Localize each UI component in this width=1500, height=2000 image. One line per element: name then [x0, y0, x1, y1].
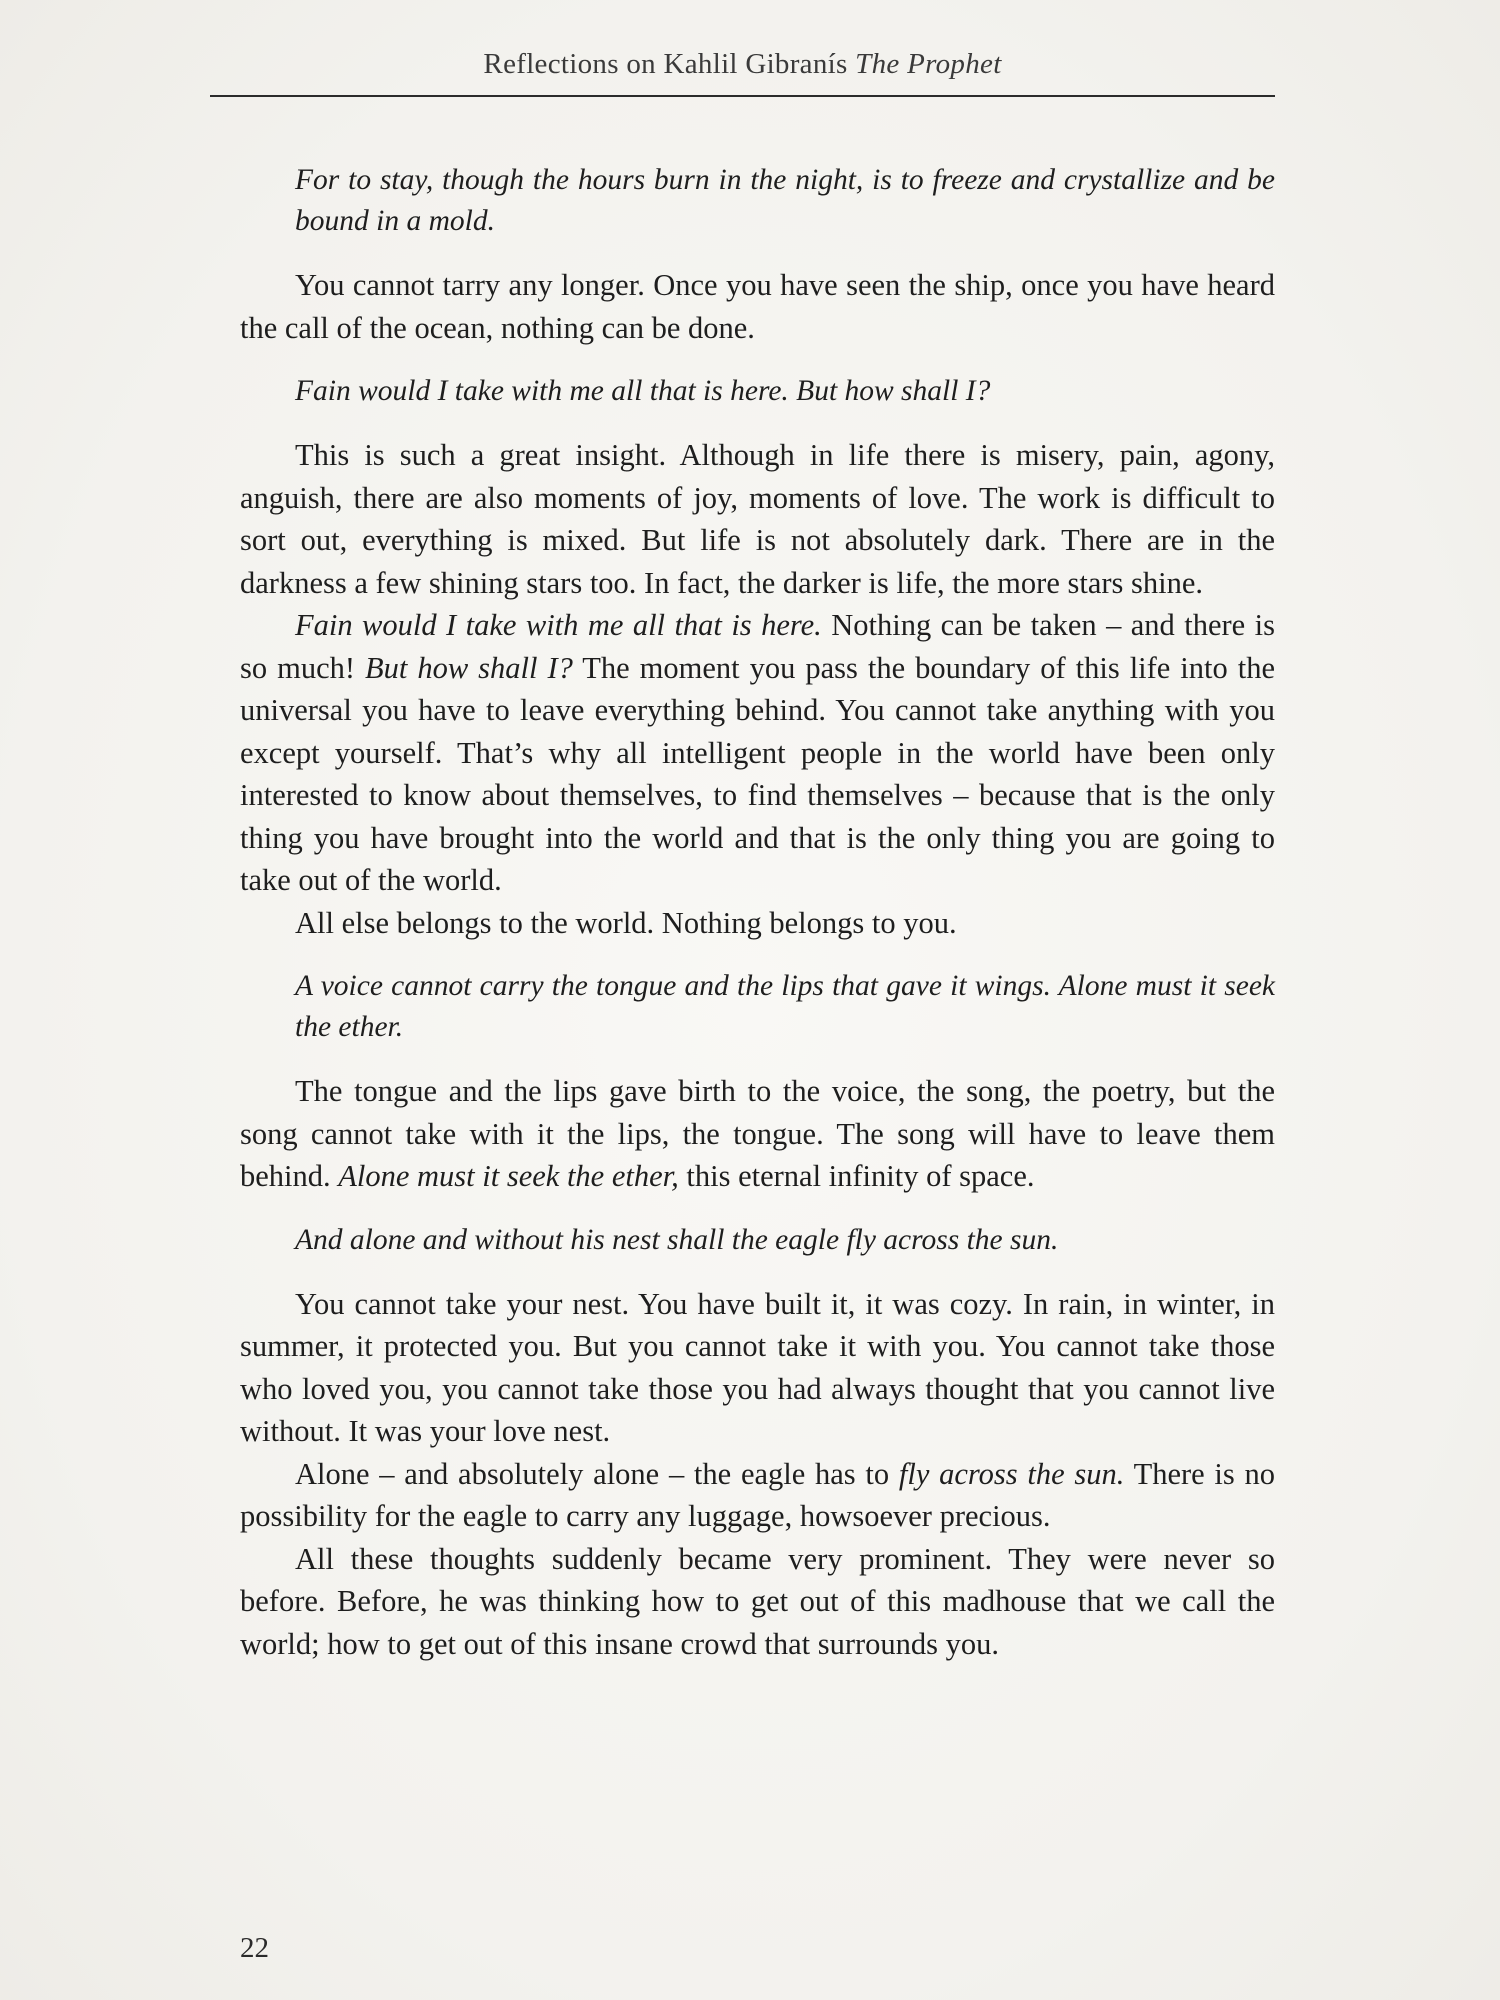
page-number: 22 — [240, 1932, 269, 1964]
text-segment: Nothing can be taken – and there is so much! — [240, 608, 1275, 685]
header-prefix: Reflections on Kahlil Gibranís — [483, 48, 856, 80]
body-paragraph — [240, 264, 1275, 349]
text-segment: For to stay, though the hours burn in the night, is to freeze and crystallize and be bound in a mold. — [295, 164, 1275, 237]
text-segment: A voice cannot carry the tongue and the lips that gave it wings. Alone must it seek the ether. — [295, 970, 1275, 1043]
body-paragraph — [240, 1538, 1275, 1666]
text-segment: And alone and without his nest shall the eagle fly across the sun. — [295, 1223, 1059, 1256]
quoted-passage — [240, 160, 1275, 242]
body-paragraph — [240, 1283, 1275, 1453]
quoted-passage — [240, 371, 1275, 412]
header-book-title: The Prophet — [855, 48, 1002, 80]
text-segment: All else belongs to the world. Nothing belongs to you. — [295, 905, 957, 940]
text-segment: Fain would I take with me all that is here. But how shall I? — [295, 375, 991, 407]
running-header — [210, 48, 1275, 81]
body-paragraph — [240, 1070, 1275, 1198]
text-segment: All these thoughts suddenly became very prominent. They were never so before. Before, he was thinking how to get out of this madhouse that we call the world; how to get out of this insane crowd that surrounds you. — [240, 1541, 1275, 1661]
text-segment: There is no possibility for the eagle to carry any luggage, howsoever precious. — [240, 1456, 1276, 1533]
text-segment: this eternal infinity of space. — [678, 1159, 1035, 1193]
body-paragraph — [240, 604, 1275, 902]
quoted-passage — [240, 1220, 1275, 1261]
text-segment: Alone must it seek the ether, — [338, 1159, 679, 1193]
quoted-passage — [240, 966, 1275, 1048]
header-rule — [210, 95, 1275, 97]
body-paragraph — [240, 1453, 1275, 1538]
text-segment: Fain would I take with me all that is here. — [295, 608, 822, 642]
text-segment: Alone – and absolutely alone – the eagle has to — [295, 1456, 899, 1491]
text-segment: The moment you pass the boundary of this life into the universal you have to leave everything behind. You cannot take anything with you except yourself. That’s why all intelligent people in the world have been only interested to know about themselves, to find themselves – because that is the only thing you have brought into the world and that is the only thing you are going to take out of the world. — [240, 650, 1275, 897]
body-paragraph — [240, 902, 1275, 945]
body-paragraph — [240, 434, 1275, 604]
text-segment: fly across the sun. — [898, 1456, 1125, 1491]
text-segment: You cannot tarry any longer. Once you have seen the ship, once you have heard the call of the ocean, nothing can be done. — [240, 268, 1275, 345]
text-segment: The tongue and the lips gave birth to the voice, the song, the poetry, but the song cannot take with it the lips, the tongue. The song will have to leave them behind. — [240, 1074, 1275, 1193]
body-text — [240, 160, 1275, 1665]
text-segment: You cannot take your nest. You have built it, it was cozy. In rain, in winter, in summer, it protected you. But you cannot take it with you. You cannot take those who loved you, you cannot take those you had always thought that you cannot live without. It was your love nest. — [240, 1286, 1275, 1448]
text-segment: This is such a great insight. Although in life there is misery, pain, agony, anguish, there are also moments of joy, moments of love. The work is difficult to sort out, everything is mixed. But life is not absolutely dark. There are in the darkness a few shining stars too. In fact, the darker is life, the more stars shine. — [240, 438, 1275, 600]
text-segment: But how shall I? — [365, 650, 573, 685]
